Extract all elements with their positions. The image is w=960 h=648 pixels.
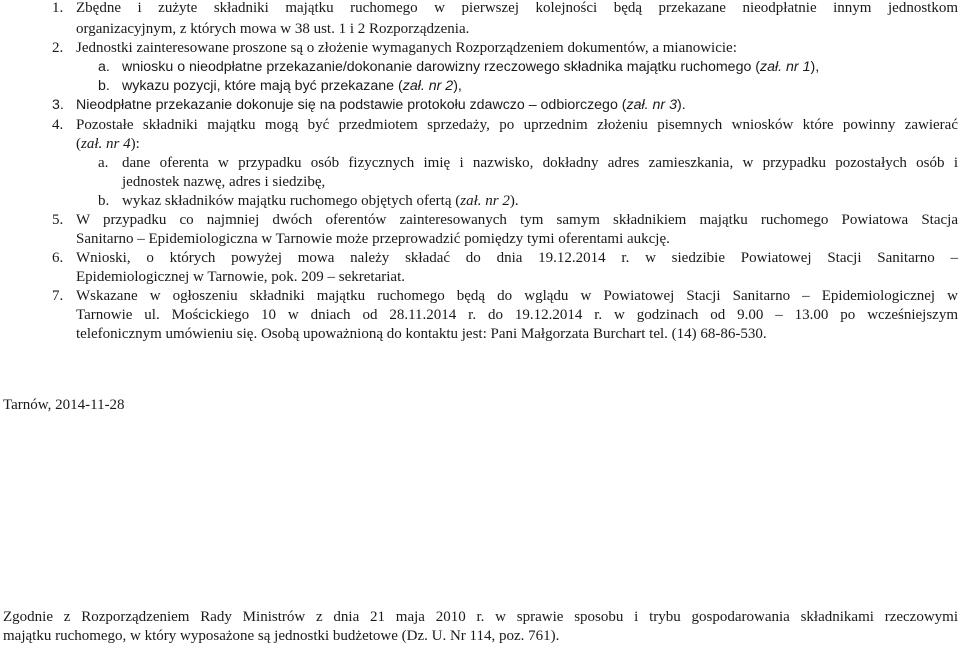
attachment-ref: zał. nr 3 (626, 97, 677, 113)
item-text: Nieodpłatne przekazanie dokonuje się na podstawie protokołu zdawczo – odbiorczego ( (76, 97, 627, 113)
item-number: 4. (52, 117, 64, 133)
item-number: 6. (52, 250, 64, 266)
item-text: Wnioski, o których powyżej mowa należy składać do dnia 19.12.2014 r. w siedzibie Powiatowej Stacji Sanitarno – (76, 250, 958, 266)
footer-text: Zgodnie z Rozporządzeniem Rady Ministrów z dnia 21 maja 2010 r. w sprawie sposobu i trybu gospodarowania składnikami rzeczowymi (3, 609, 958, 625)
item-text: organizacyjnym, z których mowa w 38 ust. 1 i 2 Rozporządzenia. (76, 21, 470, 37)
attachment-ref: zał. nr 2 (402, 78, 454, 94)
sub-letter: a. (98, 155, 109, 171)
item-number: 7. (52, 288, 64, 304)
item-number: 3. (52, 97, 64, 113)
item-text: Sanitarno – Epidemiologiczna w Tarnowie może przeprowadzić pomiędzy tymi oferentami aukcję. (76, 231, 670, 247)
sub-text: wykaz składników majątku ruchomego objętych ofertą ( (122, 193, 461, 209)
item-text-end: ): (130, 136, 140, 152)
attachment-ref: zał. nr 4 (81, 136, 131, 152)
item-text: W przypadku co najmniej dwóch oferentów zainteresowanych tym samym składnikiem majątku ruchomego Powiatowa Stacja (76, 212, 958, 228)
item-text: ( (76, 136, 81, 152)
item-number: 5. (52, 212, 64, 228)
item-text: telefonicznym umówieniu się. Osobą upoważnioną do kontaktu jest: Pani Małgorzata Burchart tel. (14) 68-86-530. (76, 326, 767, 342)
item-number: 2. (52, 40, 64, 56)
item-text: Zbędne i zużyte składniki majątku ruchomego w pierwszej kolejności będą przekazane nieodpłatnie innym jednostkom (76, 0, 958, 16)
item-text: Pozostałe składniki majątku mogą być przedmiotem sprzedaży, po uprzednim złożeniu pisemnych wniosków które powinny zawierać (76, 117, 958, 133)
item-number: 1. (52, 0, 64, 16)
attachment-ref: zał. nr 2 (460, 193, 510, 209)
item-text-end: ). (676, 97, 686, 113)
sub-text-end: ), (453, 78, 462, 94)
sub-letter: b. (98, 78, 110, 94)
place-date-text: Tarnów, 2014-11-28 (3, 397, 125, 413)
sub-text: wykazu pozycji, które mają być przekazane ( (122, 78, 403, 94)
item-text: Wskazane w ogłoszeniu składniki majątku ruchomego będą do wglądu w Powiatowej Stacji Sanitarno – Epidemiologicznej w (76, 288, 958, 304)
attachment-ref: zał. nr 1 (760, 59, 811, 75)
item-text: Jednostki zainteresowane proszone są o złożenie wymaganych Rozporządzeniem dokumentów, a mianowicie: (76, 40, 737, 56)
sub-text: wniosku o nieodpłatne przekazanie/dokonanie darowizny rzeczowego składnika majątku ruchomego ( (122, 59, 761, 75)
sub-letter: a. (98, 59, 110, 75)
sub-letter: b. (98, 193, 110, 209)
sub-text-end: ), (810, 59, 820, 75)
sub-text-end: ). (509, 193, 519, 209)
footer-text: majątku ruchomego, w który wyposażone są jednostki budżetowe (Dz. U. Nr 114, poz. 761). (3, 628, 560, 644)
item-text: Epidemiologicznej w Tarnowie, pok. 209 – sekretariat. (76, 269, 405, 285)
sub-text: jednostek nazwę, adres i siedzibę, (122, 174, 326, 190)
sub-text: dane oferenta w przypadku osób fizycznych imię i nazwisko, dokładny adres zamieszkania, w przypadku pozostałych osób i (122, 155, 958, 171)
item-text: Tarnowie ul. Mościckiego 10 w dniach od 28.11.2014 r. do 19.12.2014 r. w godzinach od 9.00 – 13.00 po wcześniejszym (76, 307, 958, 323)
